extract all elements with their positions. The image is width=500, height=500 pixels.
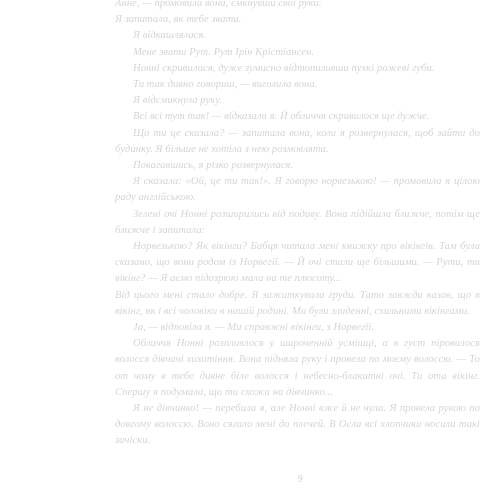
- paragraph: Я відкашлялася.: [133, 30, 207, 42]
- paragraph: Від цього мені стало добре. Я зажиткувала груди. Тато завжди казав, що я вікінг, як і всі чоловіки в нашій родині. Ми були злиденні, схильними вікінгами.: [115, 289, 480, 317]
- paragraph: Всі всі тут так! — відказала я. Й обличчя скривилося ще дужче.: [133, 111, 430, 123]
- paragraph: Обличчя Нонні розпливлося у широченній усмішці, а в густ піровилося волосся дівчачі хихотіння. Вона підняла руку і провела по моєму волоссю. — То от чому в тебе дивне біле волосся і небесно-блакитні очі. Ти ота вікінг. Спершу я подумала, що ти схожа на дівчинко...: [115, 338, 480, 398]
- paragraph: Ти так дивно говориш, — виголила вона.: [133, 79, 318, 91]
- paragraph: Я сказала: «Ой, це ти так!». Я говорю норвезькою! — промовила я цілою раду англійською.: [115, 176, 480, 204]
- paragraph: Нонні скривилася, дуже зумисно відтопиливши пухкі рожеві губи.: [133, 62, 435, 74]
- page-number: 9: [297, 474, 303, 485]
- paragraph: Мене звати Рут. Рут Ірін Крістіансен.: [133, 46, 315, 58]
- paragraph: Анне, — промовила вона, ємкнувши свої руки.: [115, 0, 322, 9]
- paragraph: Я не дівчинко! — перебила я, але Нонні вже й не чула. Я провела рукою по довгому волоссю. Воно сягало мені до плечей. В Осла всі хлопчики носили такі зачіски.: [115, 403, 480, 447]
- paragraph: Повагавшись, я різко розвернулася.: [133, 160, 294, 172]
- paragraph: Я запитала, як тебе звати.: [115, 14, 242, 26]
- paragraph: Норвезькою? Як вікінги? Бабця читала мені книжку про вікінгів. Там була сказано, що вони родом із Норвегії. — Й очі стали ще більшими. — Рути, ти вікінг? — Я аємо підозрюю мала на те плюсоту...: [115, 241, 480, 285]
- body-text: [115, 0, 480, 450]
- paragraph: Що ти це сказала? — запитала вона, коли я розвернулася, щоб зайти до будинку. Я більше не хотіла з нею розмовляти.: [115, 127, 480, 155]
- paragraph: Я відсмикнула руку.: [133, 95, 223, 107]
- paragraph: Ja, — відповіла я. — Ми справжні вікінги, з Норвегії.: [133, 322, 375, 334]
- paragraph: Зелені очі Нонні розширились від подиву. Вона підійшла ближче, потім ще ближче і запитала:: [115, 208, 480, 236]
